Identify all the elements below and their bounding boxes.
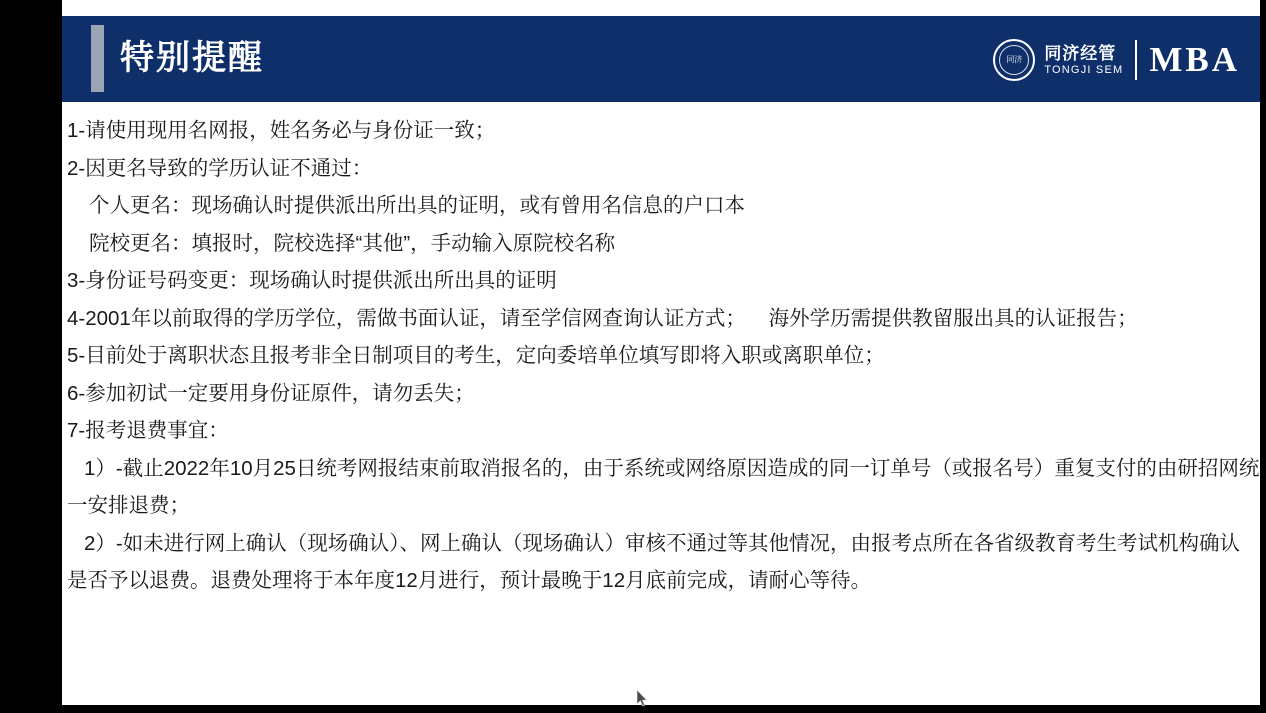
slide-title: 特别提醒 [120,39,264,77]
body-line-7: 5-目前处于离职状态且报考非全日制项目的考生，定向委培单位填写即将入职或离职单位； [67,344,885,367]
body-paragraph-1: 1）-截止2022年10月25日统考网报结束前取消报名的，由于系统或网络原因造成的同一订单号（或报名号）重复支付的由研招网统一安排退费； [67,456,1260,517]
body-line-4: 院校更名：填报时，院校选择“其他”，手动输入原院校名称 [89,231,616,255]
left-black-border [0,0,62,713]
tongji-seal-inner-text: 同济 [999,45,1029,75]
body-line-1: 1-请使用现用名网报，姓名务必与身份证一致； [67,119,496,142]
body-line-9: 7-报考退费事宜： [67,419,229,442]
logo-chinese-name: 同济经管 [1044,43,1117,63]
body-line-2: 2-因更名导致的学历认证不通过： [67,156,373,180]
body-line-6: 4-2001年以前取得的学历学位，需做书面认证，请至学信网查询认证方式； 海外学历需提供教留服出具的认证报告； [67,306,1138,330]
tongji-seal-icon [993,39,1035,81]
logo-divider [1135,40,1137,80]
header-accent-bar [91,25,104,92]
body-paragraph-2: 2）-如未进行网上确认（现场确认）、网上确认（现场确认）审核不通过等其他情况，由报考点所在各省级教育考生考试机构确认是否予以退费。退费处理将于本年度12月进行，预计最晚于12月底前完成，请耐心等待。 [67,531,1240,592]
body-line-3: 个人更名：现场确认时提供派出所出具的证明，或有曾用名信息的户口本 [89,194,745,217]
body-line-8: 6-参加初试一定要用身份证原件，请勿丢失； [67,381,475,405]
right-black-border [1260,0,1266,713]
logo-text-block [1044,44,1123,77]
logo-english-name: TONGJI SEM [1044,63,1124,76]
body-line-5: 3-身份证号码变更：现场确认时提供派出所出具的证明 [67,269,557,292]
bottom-black-border [0,705,1266,713]
logo-mba-text: MBA [1149,40,1240,79]
tongji-sem-mba-logo [993,36,1240,84]
slide-header-banner [62,16,1260,102]
slide-body [62,112,1260,600]
